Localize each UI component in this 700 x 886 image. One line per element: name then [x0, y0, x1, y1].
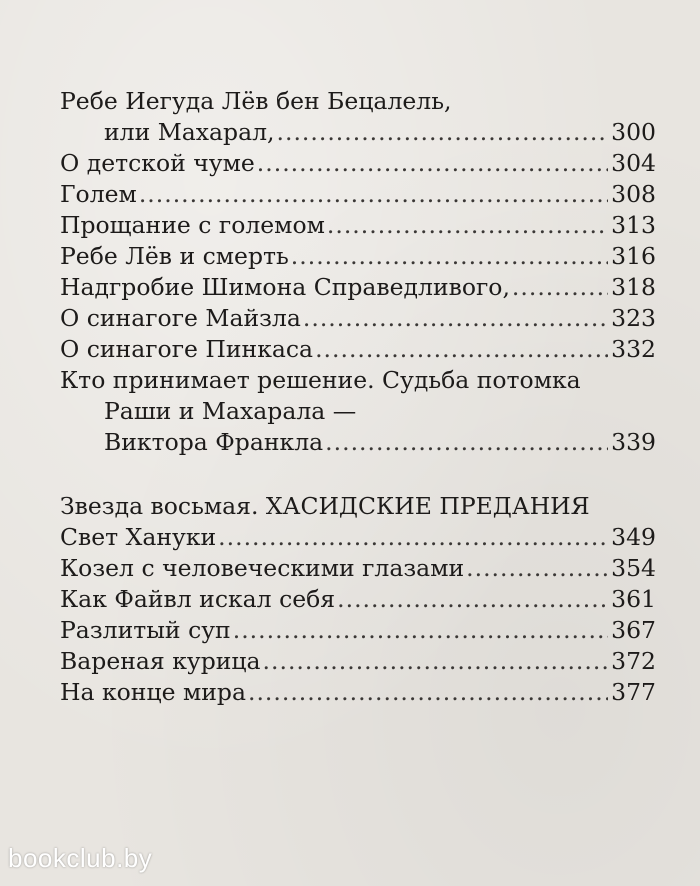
toc-page-number: 332 [611, 335, 656, 363]
toc-entry[interactable] [60, 615, 656, 646]
toc-entry-title: Виктора Франкла [104, 428, 324, 456]
toc-page-number: 372 [611, 647, 656, 675]
toc-entry[interactable] [60, 210, 656, 241]
toc-entry[interactable] [60, 646, 656, 677]
toc-page-number: 354 [611, 554, 656, 582]
toc-entry-title: Вареная курица [60, 647, 261, 675]
toc-entry-title: О синагоге Пинкаса [60, 335, 314, 363]
toc-page-number: 323 [611, 304, 656, 332]
toc-entry-line [60, 365, 656, 396]
toc-entry[interactable] [60, 584, 656, 615]
toc-entry-title: О детской чуме [60, 149, 255, 177]
toc-page-number: 308 [611, 180, 656, 208]
section-heading [60, 491, 656, 522]
dot-leader [512, 272, 608, 303]
toc-entry-title: Разлитый суп [60, 616, 231, 644]
toc-page-number: 377 [611, 678, 656, 706]
toc-entry-title: О синагоге Майзла [60, 304, 301, 332]
dot-leader [277, 117, 609, 148]
dot-leader [263, 646, 609, 677]
toc-page-number: 316 [611, 242, 656, 270]
toc-entry-title: Козел с человеческими глазами [60, 554, 465, 582]
toc-page-number: 361 [611, 585, 656, 613]
toc-page-number: 339 [611, 428, 656, 456]
section-gap [60, 458, 656, 491]
toc-entry[interactable] [60, 522, 656, 553]
toc-page-number: 349 [611, 523, 656, 551]
section-heading-text: Звезда восьмая. ХАСИДСКИЕ ПРЕДАНИЯ [60, 492, 590, 520]
dot-leader [291, 241, 608, 272]
toc-page-number: 304 [611, 149, 656, 177]
toc-entry-line [60, 396, 656, 427]
dot-leader [139, 179, 608, 210]
toc-entry[interactable] [60, 677, 656, 708]
toc-entry-title: Голем [60, 180, 137, 208]
toc-page-number: 367 [611, 616, 656, 644]
toc-entry[interactable] [60, 179, 656, 210]
watermark: bookclub.by [8, 843, 153, 873]
toc-entry-title: Прощание с големом [60, 211, 325, 239]
toc-page-number: 300 [611, 118, 656, 146]
toc-entry-title: Свет Хануки [60, 523, 217, 551]
toc-entry[interactable] [60, 303, 656, 334]
dot-leader [248, 677, 608, 708]
toc-entry[interactable] [60, 334, 656, 365]
toc-entry[interactable] [60, 148, 656, 179]
toc-entry-title: Ребе Иегуда Лёв бен Бецалель, [60, 87, 452, 115]
toc-entry-title: Ребе Лёв и смерть [60, 242, 289, 270]
dot-leader [233, 615, 608, 646]
table-of-contents [60, 86, 656, 708]
toc-entry[interactable] [60, 117, 656, 148]
dot-leader [337, 584, 608, 615]
dot-leader [327, 210, 608, 241]
toc-entry-title: Надгробие Шимона Справедливого, [60, 273, 510, 301]
toc-entry-title: Кто принимает решение. Судьба потомка [60, 366, 581, 394]
toc-entry[interactable] [60, 272, 656, 303]
toc-entry-title: На конце мира [60, 678, 246, 706]
dot-leader [218, 522, 608, 553]
toc-entry-title: Как Файвл искал себя [60, 585, 336, 613]
toc-entry-line [60, 86, 656, 117]
toc-entry-title: Раши и Махарала — [104, 397, 357, 425]
toc-page-number: 313 [611, 211, 656, 239]
dot-leader [466, 553, 608, 584]
toc-entry[interactable] [60, 553, 656, 584]
toc-entry[interactable] [60, 427, 656, 458]
toc-entry-title: или Махарал, [104, 118, 275, 146]
toc-entry[interactable] [60, 241, 656, 272]
toc-page-number: 318 [611, 273, 656, 301]
dot-leader [325, 427, 608, 458]
dot-leader [303, 303, 608, 334]
dot-leader [315, 334, 608, 365]
dot-leader [257, 148, 608, 179]
